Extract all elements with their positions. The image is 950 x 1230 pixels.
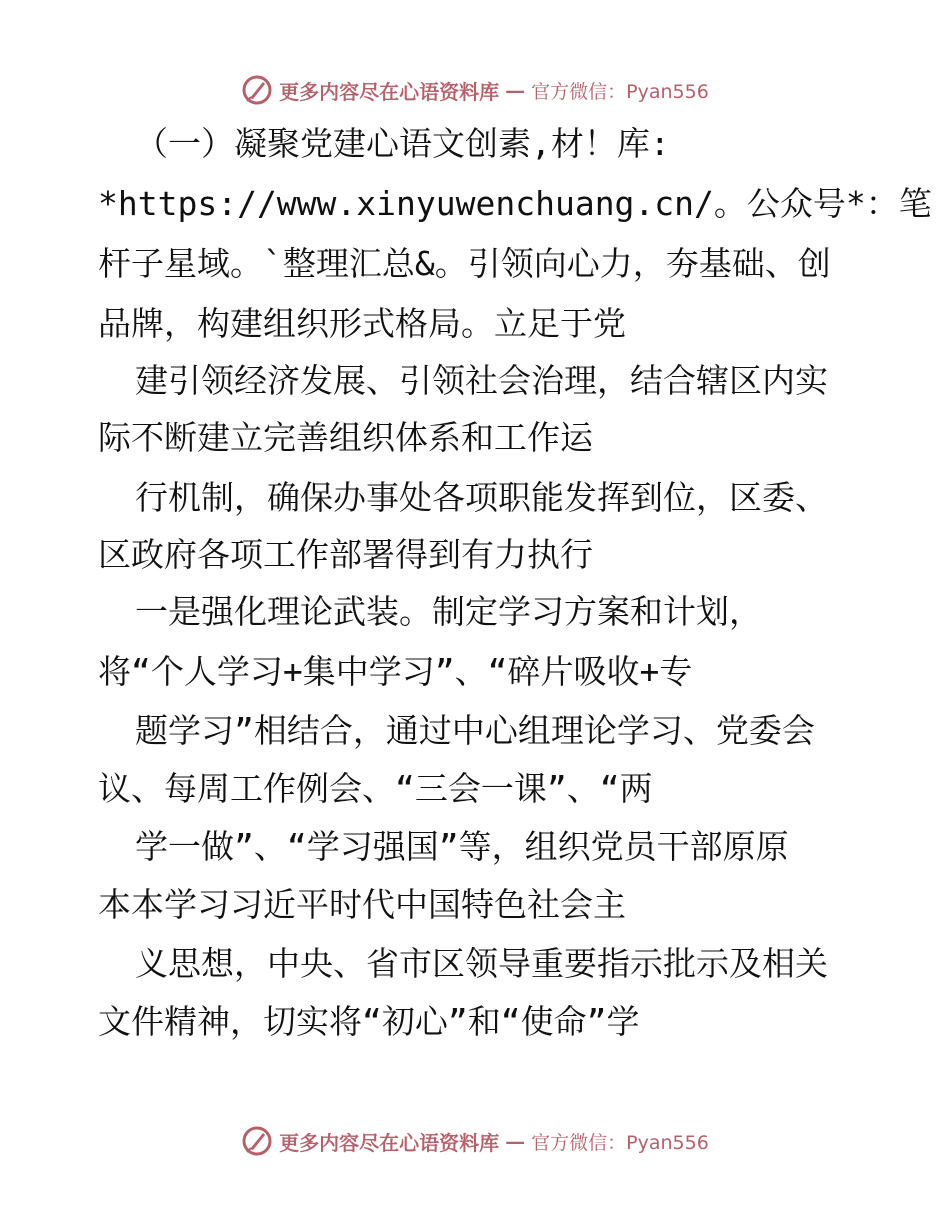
footer-brand-text: 更多内容尽在心语资料库 — [279, 1130, 500, 1155]
body-line-6: 际不断建立完善组织体系和工作运 — [98, 418, 593, 457]
body-line-7: 行机制，确保办事处各项职能发挥到位，区委、 — [135, 478, 828, 517]
body-line-9: 一是强化理论武装。制定学习方案和计划， — [135, 592, 762, 631]
footer-banner — [0, 1121, 950, 1161]
body-line-12: 议、每周工作例会、“三会一课”、“两 — [98, 769, 653, 808]
header-separator: — — [505, 78, 526, 102]
footer-contact-text: 官方微信：Pyan556 — [531, 1131, 709, 1154]
body-line-16: 文件精神，切实将“初心”和“使命”学 — [98, 1002, 640, 1041]
body-line-14: 本本学习习近平时代中国特色社会主 — [98, 885, 626, 924]
body-line-3: 杆子星域。`整理汇总&。引领向心力，夯基础、创 — [98, 244, 831, 283]
quill-logo-icon — [241, 1125, 273, 1157]
body-line-13: 学一做”、“学习强国”等，组织党员干部原原 — [135, 827, 789, 866]
body-line-10: 将“个人学习+集中学习”、“碎片吸收+专 — [98, 652, 693, 691]
header-banner — [0, 70, 950, 110]
body-line-8: 区政府各项工作部署得到有力执行 — [98, 535, 593, 574]
header-contact-text: 官方微信：Pyan556 — [531, 80, 709, 103]
body-line-2: *https://www.xinyuwenchuang.cn/。公众号*：笔 — [98, 184, 932, 223]
body-line-4: 品牌，构建组织形式格局。立足于党 — [98, 304, 626, 343]
body-line-1: （一）凝聚党建心语文创素,材！库: — [135, 124, 670, 163]
body-line-15: 义思想，中央、省市区领导重要指示批示及相关 — [135, 944, 828, 983]
body-line-5: 建引领经济发展、引领社会治理，结合辖区内实 — [135, 361, 828, 400]
body-line-11: 题学习”相结合，通过中心组理论学习、党委会 — [135, 711, 815, 750]
header-brand-text: 更多内容尽在心语资料库 — [279, 79, 500, 104]
quill-logo-icon — [241, 74, 273, 106]
footer-separator: — — [505, 1129, 526, 1153]
